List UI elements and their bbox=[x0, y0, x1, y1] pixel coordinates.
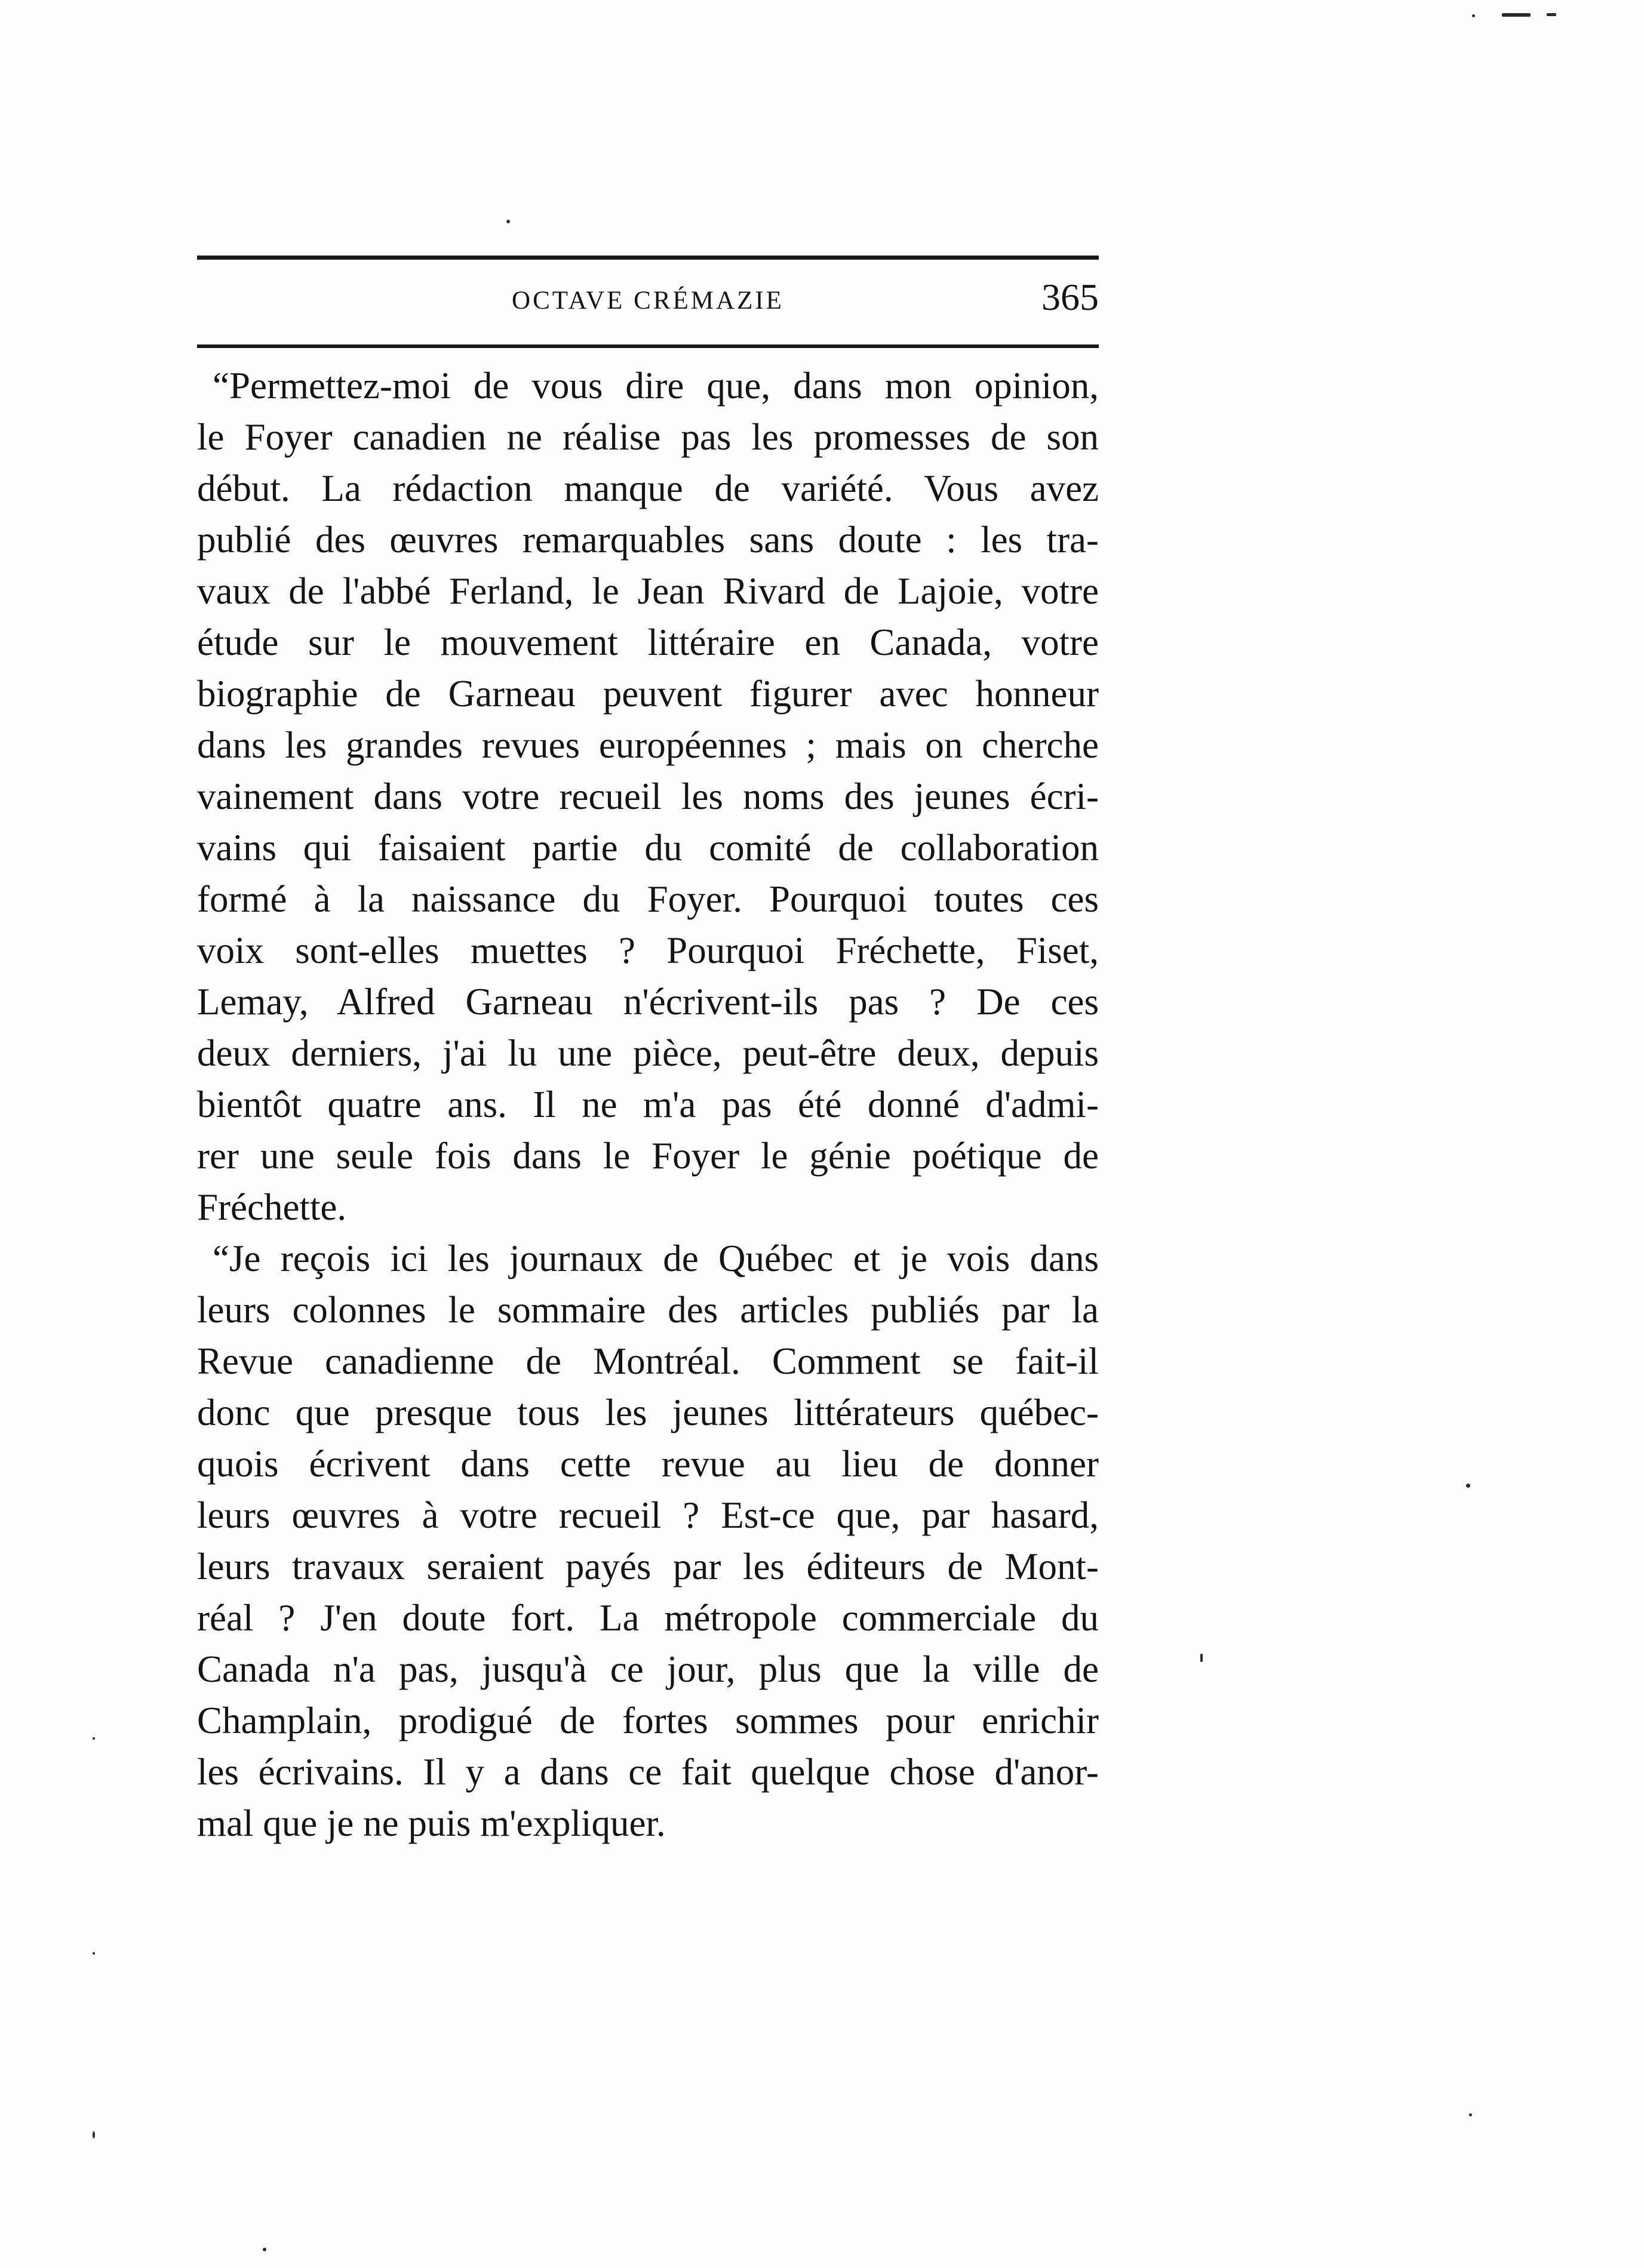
body-text bbox=[197, 360, 1099, 1849]
text-line: formé à la naissance du Foyer. Pourquoi toutes ces bbox=[197, 878, 1099, 920]
text-line: début. La rédaction manque de variété. Vous avez bbox=[197, 467, 1099, 509]
text-line: “Je reçois ici les journaux de Québec et je vois dans bbox=[213, 1238, 1099, 1279]
text-line: les écrivains. Il y a dans ce fait quelque chose d'anor- bbox=[197, 1751, 1099, 1793]
text-line: le Foyer canadien ne réalise pas les promesses de son bbox=[197, 416, 1099, 458]
text-line: quois écrivent dans cette revue au lieu de donner bbox=[197, 1443, 1099, 1485]
text-line: dans les grandes revues européennes ; mais on cherche bbox=[197, 724, 1099, 766]
text-line: donc que presque tous les jeunes littérateurs québec- bbox=[197, 1392, 1099, 1433]
text-line: biographie de Garneau peuvent figurer avec honneur bbox=[197, 673, 1099, 715]
text-line: Revue canadienne de Montréal. Comment se fait-il bbox=[197, 1340, 1099, 1382]
header-rule-top bbox=[197, 256, 1099, 260]
page-number: 365 bbox=[1041, 276, 1099, 318]
text-line: réal ? J'en doute fort. La métropole commerciale du bbox=[197, 1597, 1099, 1639]
text-line: bientôt quatre ans. Il ne m'a pas été donné d'admi- bbox=[197, 1084, 1099, 1125]
paragraph-1 bbox=[197, 360, 1099, 1233]
running-title: OCTAVE CRÉMAZIE bbox=[512, 287, 784, 315]
text-line: Champlain, prodigué de fortes sommes pour enrichir bbox=[197, 1700, 1099, 1741]
text-line: leurs colonnes le sommaire des articles publiés par la bbox=[197, 1289, 1099, 1331]
text-line: vainement dans votre recueil les noms des jeunes écri- bbox=[197, 776, 1099, 817]
text-line: Fréchette. bbox=[197, 1186, 347, 1228]
text-line: Canada n'a pas, jusqu'à ce jour, plus que la ville de bbox=[197, 1648, 1099, 1690]
text-line: voix sont-elles muettes ? Pourquoi Fréchette, Fiset, bbox=[197, 930, 1099, 971]
text-line: mal que je ne puis m'expliquer. bbox=[197, 1802, 666, 1844]
text-line: leurs œuvres à votre recueil ? Est-ce que, par hasard, bbox=[197, 1494, 1099, 1536]
text-line: Lemay, Alfred Garneau n'écrivent-ils pas ? De ces bbox=[197, 981, 1099, 1023]
text-line: vains qui faisaient partie du comité de collaboration bbox=[197, 827, 1099, 869]
running-head bbox=[197, 275, 1099, 329]
text-line: étude sur le mouvement littéraire en Canada, votre bbox=[197, 621, 1099, 663]
book-page bbox=[197, 256, 1099, 1849]
header-rule-bottom bbox=[197, 344, 1099, 348]
text-line: rer une seule fois dans le Foyer le génie poétique de bbox=[197, 1135, 1099, 1177]
text-line: deux derniers, j'ai lu une pièce, peut-être deux, depuis bbox=[197, 1032, 1099, 1074]
text-line: leurs travaux seraient payés par les éditeurs de Mont- bbox=[197, 1546, 1099, 1587]
text-line: “Permettez-moi de vous dire que, dans mon opinion, bbox=[213, 365, 1099, 407]
paragraph-2 bbox=[197, 1233, 1099, 1849]
text-line: vaux de l'abbé Ferland, le Jean Rivard de Lajoie, votre bbox=[197, 570, 1099, 612]
text-line: publié des œuvres remarquables sans doute : les tra- bbox=[197, 519, 1099, 561]
